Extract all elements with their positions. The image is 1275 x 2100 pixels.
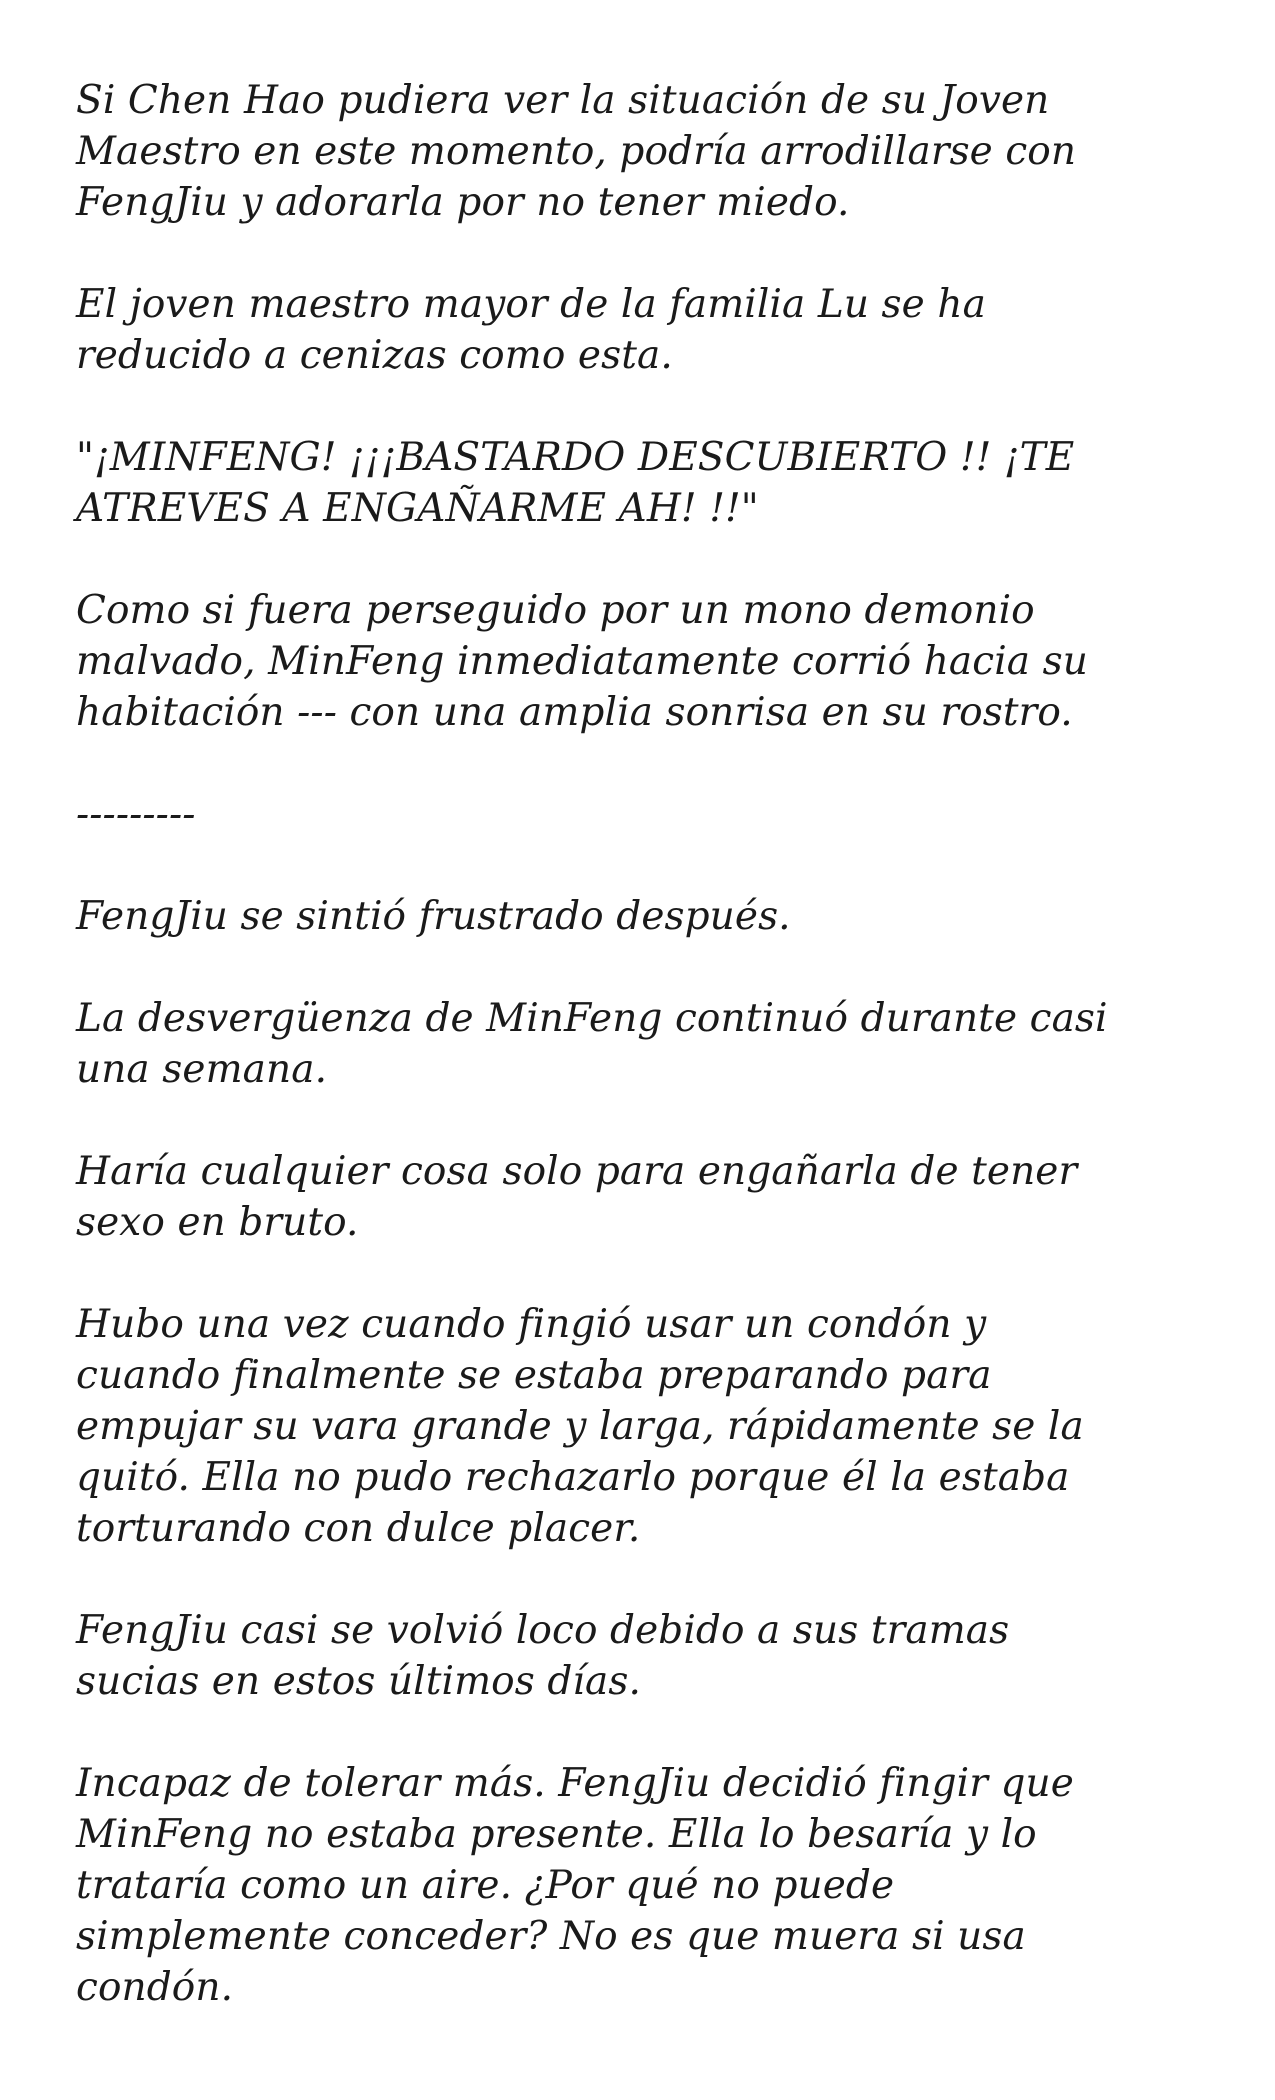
paragraph — [76, 585, 1205, 738]
text-line: sucias en estos últimos días. — [76, 1659, 641, 1704]
text-line: "¡MINFENG! ¡¡¡BASTARDO DESCUBIERTO !! ¡TE — [76, 435, 1075, 480]
section-separator — [76, 789, 1205, 840]
text-line: habitación --- con una amplia sonrisa en su rostro. — [76, 690, 1073, 735]
text-line: El joven maestro mayor de la familia Lu se ha — [76, 282, 986, 327]
text-line: sexo en bruto. — [76, 1200, 359, 1245]
text-line: Haría cualquier cosa solo para engañarla de tener — [76, 1149, 1078, 1194]
text-line: MinFeng no estaba presente. Ella lo besaría y lo — [76, 1812, 1037, 1857]
paragraph — [76, 1605, 1205, 1707]
text-line: torturando con dulce placer. — [76, 1506, 641, 1551]
paragraph — [76, 891, 1205, 942]
paragraph — [76, 1299, 1205, 1554]
text-line: --------- — [76, 792, 196, 837]
paragraph — [76, 1758, 1205, 2013]
text-line: Si Chen Hao pudiera ver la situación de su Joven — [76, 78, 1050, 123]
text-line: una semana. — [76, 1047, 328, 1092]
text-line: empujar su vara grande y larga, rápidamente se la — [76, 1404, 1084, 1449]
text-line: FengJiu casi se volvió loco debido a sus tramas — [76, 1608, 1010, 1653]
text-line: simplemente conceder? No es que muera si usa — [76, 1914, 1026, 1959]
paragraph — [76, 1146, 1205, 1248]
text-line: FengJiu se sintió frustrado después. — [76, 894, 791, 939]
paragraph — [76, 75, 1205, 228]
text-line: FengJiu y adorarla por no tener miedo. — [76, 180, 850, 225]
text-line: condón. — [76, 1965, 234, 2010]
paragraph — [76, 432, 1205, 534]
text-line: trataría como un aire. ¿Por qué no puede — [76, 1863, 895, 1908]
text-line: cuando finalmente se estaba preparando para — [76, 1353, 992, 1398]
paragraph — [76, 993, 1205, 1095]
paragraph — [76, 279, 1205, 381]
text-line: malvado, MinFeng inmediatamente corrió hacia su — [76, 639, 1088, 684]
text-line: Incapaz de tolerar más. FengJiu decidió fingir que — [76, 1761, 1074, 1806]
text-line: Como si fuera perseguido por un mono demonio — [76, 588, 1035, 633]
text-line: Hubo una vez cuando fingió usar un condón y — [76, 1302, 987, 1347]
text-line: reducido a cenizas como esta. — [76, 333, 673, 378]
text-line: ATREVES A ENGAÑARME AH! !!" — [76, 486, 759, 531]
text-line: La desvergüenza de MinFeng continuó durante casi — [76, 996, 1108, 1041]
text-line: Maestro en este momento, podría arrodillarse con — [76, 129, 1077, 174]
text-line: quitó. Ella no pudo rechazarlo porque él la estaba — [76, 1455, 1070, 1500]
